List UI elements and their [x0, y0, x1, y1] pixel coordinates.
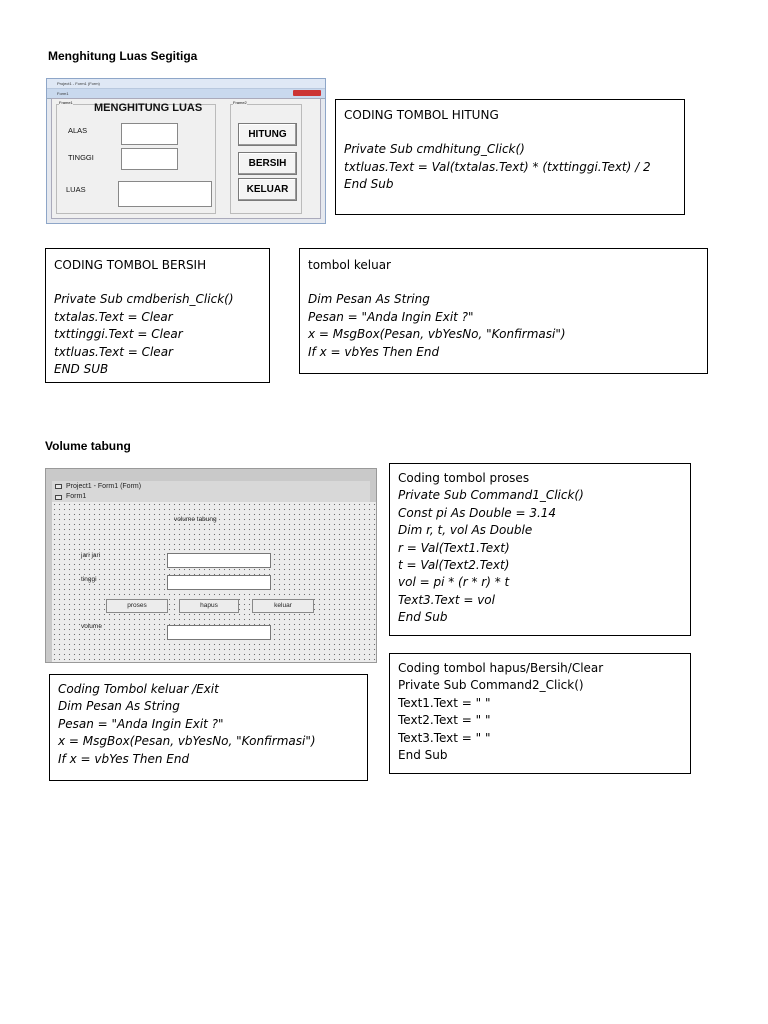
code-line: End Sub [344, 177, 394, 192]
label-luas: LUAS [66, 185, 86, 194]
label-volume: volume [81, 623, 102, 630]
code-line: Const pi As Double = 3.14 [398, 505, 557, 520]
code-line: r = Val(Text1.Text) [398, 540, 510, 555]
text3-input[interactable] [167, 625, 271, 640]
section-title-luas-segitiga: Menghitung Luas Segitiga [48, 49, 198, 63]
code-line: Private Sub Command2_Click() [398, 678, 584, 693]
form-heading: MENGHITUNG LUAS [94, 102, 203, 114]
code-line: End Sub [398, 748, 448, 763]
code-line: If x = vbYes Then End [308, 344, 440, 359]
code-line: Text1.Text = " " [398, 695, 491, 710]
coding-keluar-box [299, 248, 708, 374]
coding-bersih-box [45, 248, 270, 383]
window-controls-icon [293, 90, 321, 96]
txtluas-input[interactable] [118, 181, 212, 207]
form-heading: volume tabung [174, 516, 217, 523]
coding-exit-box [49, 674, 368, 781]
code-line: txttinggi.Text = Clear [54, 327, 183, 342]
text1-input[interactable] [167, 553, 271, 568]
coding-hapus-box [389, 653, 691, 774]
vb-form-luas-screenshot [46, 78, 326, 224]
form-canvas [52, 502, 376, 662]
coding-proses-box [389, 463, 691, 636]
hitung-button[interactable]: HITUNG [238, 123, 297, 146]
label-tinggi: TINGGI [68, 153, 94, 162]
code-line: Private Sub cmdhitung_Click() [344, 142, 525, 157]
code-line: Pesan = "Anda Ingin Exit ?" [308, 309, 474, 324]
code-line: t = Val(Text2.Text) [398, 558, 510, 573]
bersih-button[interactable]: BERSIH [238, 152, 297, 175]
box-title: CODING TOMBOL HITUNG [344, 108, 499, 122]
code-line: Dim Pesan As String [308, 292, 430, 307]
txttinggi-input[interactable] [121, 148, 178, 170]
frame2-label: Frame2 [233, 100, 247, 105]
txtalas-input[interactable] [121, 123, 178, 145]
code-line: vol = pi * (r * r) * t [398, 575, 510, 590]
box-title: Coding tombol hapus/Bersih/Clear [398, 661, 604, 675]
code-line: Text3.Text = " " [398, 730, 491, 745]
box-title: tombol keluar [308, 258, 391, 272]
label-tinggi: tinggi [81, 576, 97, 583]
code-line: Private Sub cmdberish_Click() [54, 292, 234, 307]
form-title-text: Form1 [57, 91, 69, 96]
code-line: txtluas.Text = Clear [54, 344, 173, 359]
code-line: If x = vbYes Then End [58, 751, 190, 766]
vb-form-volume-screenshot [45, 468, 377, 663]
code-line: Text2.Text = " " [398, 713, 491, 728]
project-title-text: Project1 - Form1 (Form) [66, 483, 142, 490]
code-line: Private Sub Command1_Click() [398, 488, 584, 503]
code-line: Dim Pesan As String [58, 699, 180, 714]
code-line: END SUB [54, 362, 109, 377]
code-line: Text3.Text = vol [398, 592, 495, 607]
code-line: txtluas.Text = Val(txtalas.Text) * (txttinggi.Text) / 2 [344, 159, 651, 174]
form-canvas [51, 98, 321, 219]
label-jari: jari jari [81, 552, 101, 559]
code-line: x = MsgBox(Pesan, vbYesNo, "Konfirmasi") [58, 734, 316, 749]
code-line: End Sub [398, 610, 448, 625]
project-titlebar [47, 79, 325, 89]
hapus-button[interactable]: hapus [179, 599, 239, 613]
form-title-text: Form1 [66, 493, 87, 500]
label-alas: ALAS [68, 126, 88, 135]
coding-hitung-box [335, 99, 685, 215]
code-line: x = MsgBox(Pesan, vbYesNo, "Konfirmasi") [308, 327, 566, 342]
folder-icon [55, 484, 62, 489]
box-title: Coding tombol proses [398, 471, 530, 485]
box-title: Coding Tombol keluar /Exit [58, 682, 219, 696]
keluar-button[interactable]: KELUAR [238, 178, 297, 201]
keluar-button[interactable]: keluar [252, 599, 314, 613]
box-title: CODING TOMBOL BERSIH [54, 258, 207, 272]
project-title-text: Project1 - Form1 (Form) [57, 81, 100, 86]
code-line: Dim r, t, vol As Double [398, 523, 533, 538]
code-line: txtalas.Text = Clear [54, 309, 173, 324]
frame1-label: Frame1 [59, 100, 73, 105]
code-line: Pesan = "Anda Ingin Exit ?" [58, 716, 224, 731]
proses-button[interactable]: proses [106, 599, 168, 613]
section-title-volume-tabung: Volume tabung [45, 439, 131, 453]
folder-icon [55, 495, 62, 500]
text2-input[interactable] [167, 575, 271, 590]
